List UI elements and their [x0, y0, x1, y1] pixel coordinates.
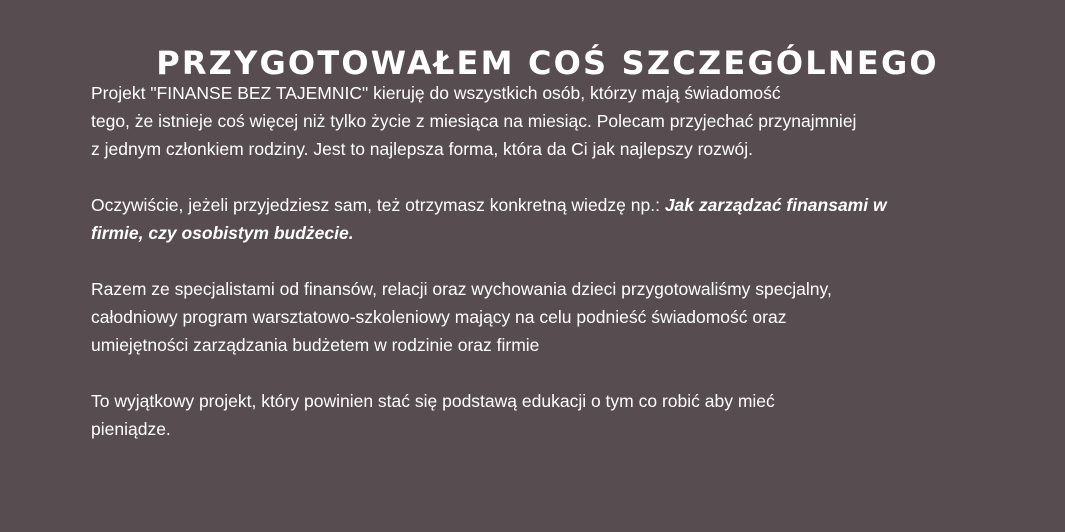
paragraph-line: tego, że istnieje coś więcej niż tylko życie z miesiąca na miesiąc. Polecam przyjechać przynajmniej	[91, 111, 857, 131]
paragraph-line: z jednym członkiem rodziny. Jest to najlepsza forma, która da Ci jak najlepszy rozwój.	[91, 139, 754, 159]
paragraph-line: umiejętności zarządzania budżetem w rodzinie oraz firmie	[91, 335, 540, 355]
paragraph-line: Razem ze specjalistami od finansów, relacji oraz wychowania dzieci przygotowaliśmy specjalny,	[91, 279, 832, 299]
paragraph-program	[91, 275, 1011, 359]
paragraph-text: Oczywiście, jeżeli przyjedziesz sam, też otrzymasz konkretną wiedzę np.:	[91, 195, 665, 215]
paragraph-line: pieniądze.	[91, 419, 171, 439]
paragraph-unique	[91, 387, 1011, 443]
paragraph-solo	[91, 191, 1011, 247]
paragraph-emphasis: firmie, czy osobistym budżecie.	[91, 223, 354, 243]
paragraph-line: To wyjątkowy projekt, który powinien stać się podstawą edukacji o tym co robić aby mieć	[91, 391, 775, 411]
paragraph-emphasis: Jak zarządzać finansami w	[664, 195, 887, 215]
paragraph-intro	[91, 79, 1011, 163]
paragraph-line: całodniowy program warsztatowo-szkoleniowy mający na celu podnieść świadomość oraz	[91, 307, 787, 327]
section-content	[91, 79, 1011, 443]
paragraph-line: Projekt "FINANSE BEZ TAJEMNIC" kieruję do wszystkich osób, którzy mają świadomość	[91, 83, 781, 103]
section-title: PRZYGOTOWAŁEM COŚ SZCZEGÓLNEGO	[156, 44, 939, 83]
